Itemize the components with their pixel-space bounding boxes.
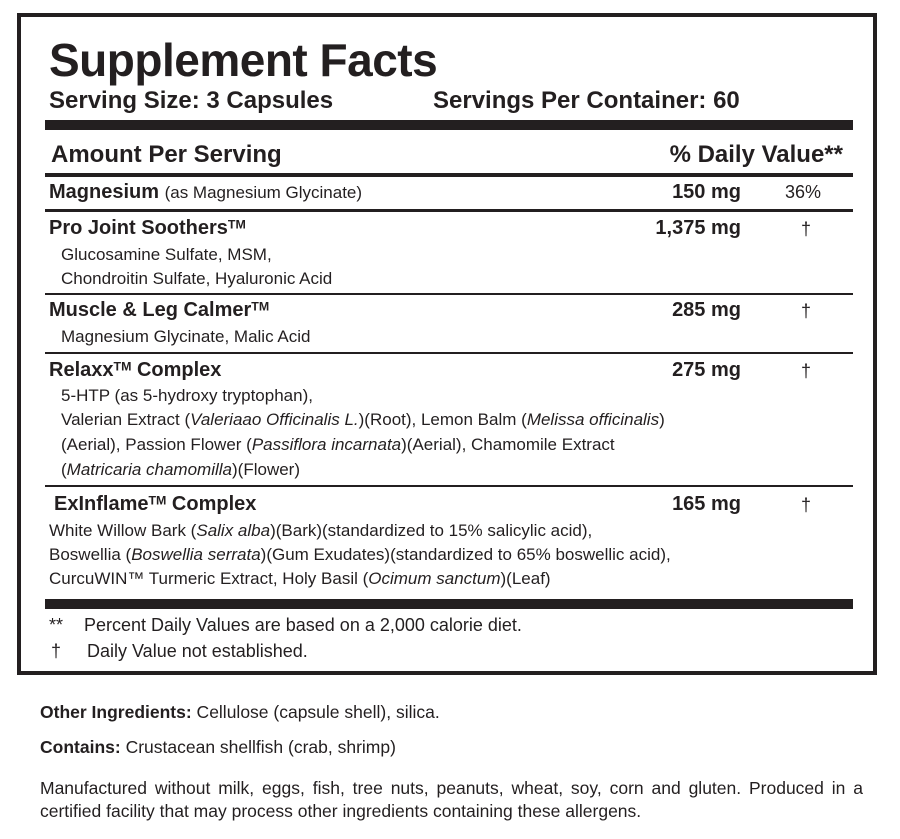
footnote-text: Daily Value not established. — [87, 641, 308, 661]
ingredient-line: Chondroitin Sulfate, Hyaluronic Acid — [61, 269, 333, 288]
footnote-text: Percent Daily Values are based on a 2,000 calorie diet. — [84, 615, 522, 635]
ingredient-line: CurcuWIN™ Turmeric Extract, Holy Basil (Ocimum sanctum)(Leaf) — [49, 569, 551, 588]
ingredient-line: Valerian Extract (Valeriaao Officinalis L.)(Root), Lemon Balm (Melissa officinalis) — [61, 410, 665, 429]
contains-allergens: Contains: Crustacean shellfish (crab, shrimp) — [40, 737, 396, 757]
row-name: Relaxx™ Complex — [49, 359, 222, 381]
row-name: ExInflame™ Complex — [54, 493, 257, 515]
row-amount: 285 mg — [672, 299, 741, 321]
row-name: Magnesium (as Magnesium Glycinate) — [49, 181, 363, 203]
ingredient-line: 5-HTP (as 5-hydroxy tryptophan), — [61, 386, 313, 405]
row-amount: 1,375 mg — [655, 217, 741, 239]
servings-per-container: Servings Per Container: 60 — [433, 87, 740, 114]
row-name: Pro Joint Soothers™ — [49, 217, 246, 239]
thick-rule-bottom — [45, 599, 853, 609]
header-rule — [45, 173, 853, 177]
ingredient-line: Boswellia (Boswellia serrata)(Gum Exudates)(standardized to 65% boswellic acid), — [49, 545, 671, 564]
row-daily-value: † — [801, 219, 812, 239]
footnote-symbol: ** — [49, 615, 64, 635]
row-daily-value: † — [801, 301, 812, 321]
row-divider — [45, 485, 853, 487]
ingredient-line: (Aerial), Passion Flower (Passiflora incarnata)(Aerial), Chamomile Extract — [61, 435, 615, 454]
ingredient-line: Glucosamine Sulfate, MSM, — [61, 245, 272, 264]
amount-per-serving-header: Amount Per Serving — [51, 141, 282, 168]
ingredient-line: White Willow Bark (Salix alba)(Bark)(standardized to 15% salicylic acid), — [49, 521, 593, 540]
row-amount: 275 mg — [672, 359, 741, 381]
row-daily-value: † — [801, 361, 812, 381]
other-ingredients: Other Ingredients: Cellulose (capsule shell), silica. — [40, 702, 440, 722]
row-name: Muscle & Leg Calmer™ — [49, 299, 270, 321]
thick-rule-top — [45, 120, 853, 130]
serving-size: Serving Size: 3 Capsules — [49, 87, 334, 114]
row-divider — [45, 352, 853, 354]
row-daily-value: 36% — [785, 182, 822, 202]
supplement-facts-panel — [17, 13, 877, 675]
footnote-symbol: † — [51, 641, 62, 661]
row-divider — [45, 293, 853, 295]
row-daily-value: † — [801, 495, 812, 515]
panel-title: Supplement Facts — [49, 34, 438, 86]
row-amount: 165 mg — [672, 493, 741, 515]
row-amount: 150 mg — [672, 181, 741, 203]
ingredient-line: (Matricaria chamomilla)(Flower) — [61, 460, 300, 479]
daily-value-header: % Daily Value** — [669, 141, 843, 168]
manufacturing-statement: Manufactured without milk, eggs, fish, tree nuts, peanuts, wheat, soy, corn and gluten. Produced in a certified facility that may process other ingredients containing these allergens. — [40, 778, 863, 821]
row-divider — [45, 209, 853, 212]
ingredient-line: Magnesium Glycinate, Malic Acid — [61, 327, 311, 346]
